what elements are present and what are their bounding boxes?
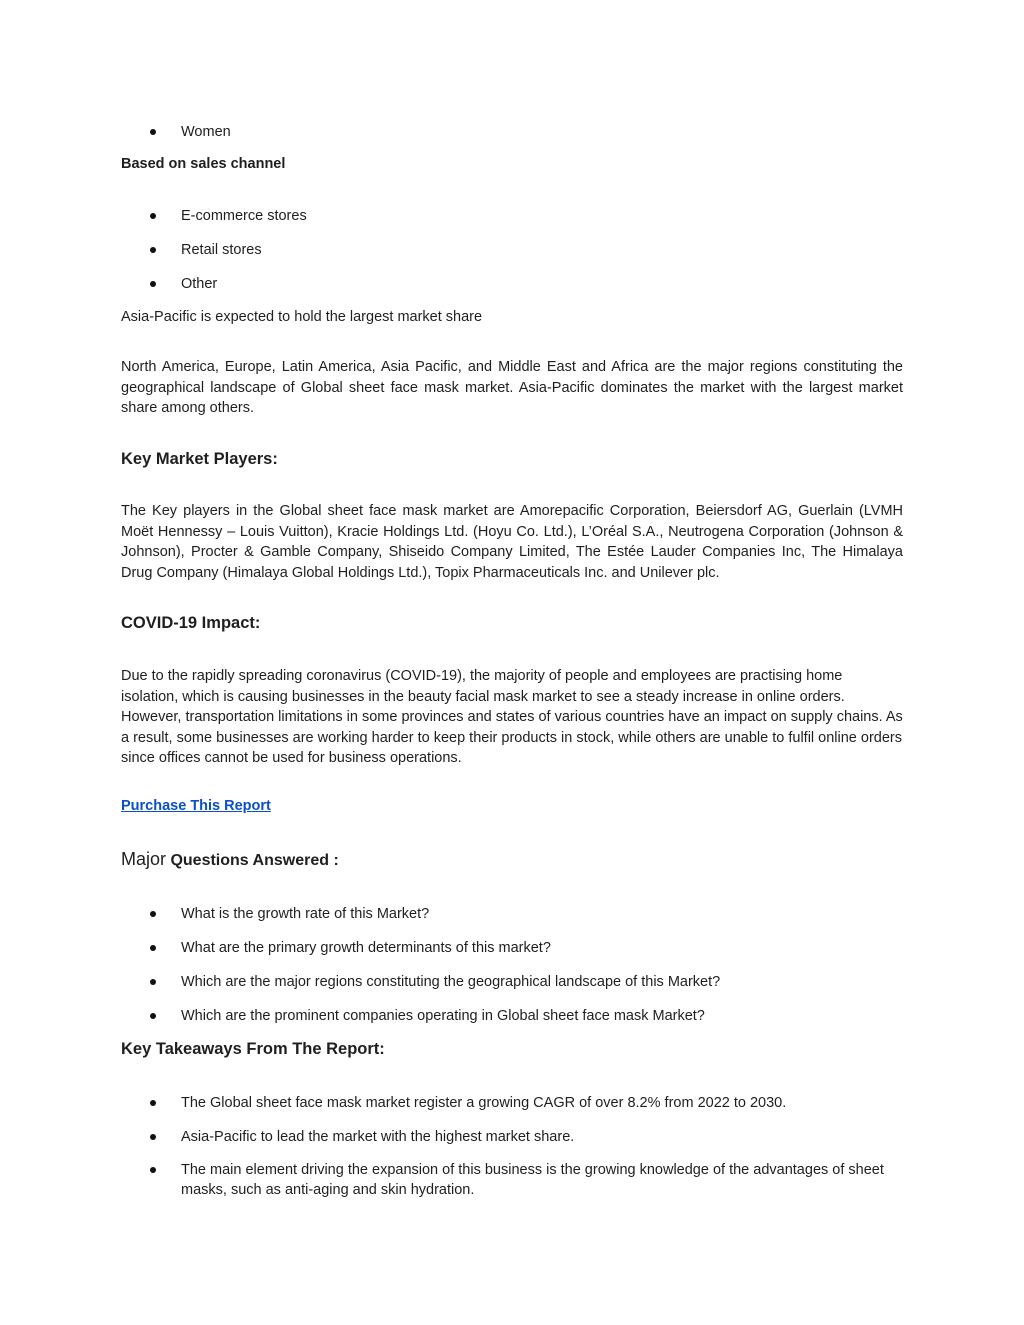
questions-heading [121, 849, 339, 870]
takeaways-heading: Key Takeaways From The Report: [121, 1040, 385, 1058]
bullet-icon [150, 1013, 156, 1019]
region-paragraph: North America, Europe, Latin America, Asia Pacific, and Middle East and Africa are the major regions constituting the geographical landscape of Global sheet face mask market. Asia-Pacific dominates the market with the largest market share among others. [121, 359, 903, 416]
covid-heading: COVID-19 Impact: [121, 614, 261, 632]
list-item-text: What is the growth rate of this Market? [181, 906, 430, 922]
bullet-icon [150, 945, 156, 951]
list-item-text: What are the primary growth determinants of this market? [181, 940, 551, 956]
bullet-icon [150, 1167, 156, 1173]
bullet-icon [150, 281, 156, 287]
list-item-text: Other [181, 276, 218, 292]
list-item-text: E-commerce stores [181, 208, 307, 224]
list-item-text: Retail stores [181, 242, 262, 258]
sales-channel-heading: Based on sales channel [121, 156, 286, 172]
bullet-icon [150, 129, 156, 135]
bullet-icon [150, 1134, 156, 1140]
list-item-text: The Global sheet face mask market register a growing CAGR of over 8.2% from 2022 to 2030. [181, 1095, 787, 1111]
list-item-text: Women [181, 124, 231, 140]
bullet-icon [150, 247, 156, 253]
list-item-text: The main element driving the expansion of this business is the growing knowledge of the advantages of sheet masks, such as anti-aging and skin hydration. [181, 1162, 884, 1198]
bullet-icon [150, 213, 156, 219]
region-lead: Asia-Pacific is expected to hold the largest market share [121, 309, 483, 325]
purchase-report-link[interactable]: Purchase This Report [121, 798, 271, 814]
key-players-heading: Key Market Players: [121, 450, 278, 468]
list-item-text: Which are the major regions constituting the geographical landscape of this Market? [181, 974, 721, 990]
covid-paragraph: Due to the rapidly spreading coronavirus (COVID-19), the majority of people and employees are practising home isolation, which is causing businesses in the beauty facial mask market to see a steady increase in online orders. However, transportation limitations in some provinces and states of various countries have an impact on supply chains. As a result, some businesses are working harder to keep their products in stock, while others are unable to fulfil online orders since offices cannot be used for business operations. [121, 668, 903, 766]
list-item-text: Which are the prominent companies operating in Global sheet face mask Market? [181, 1008, 705, 1024]
key-players-paragraph: The Key players in the Global sheet face mask market are Amorepacific Corporation, Beiersdorf AG, Guerlain (LVMH Moët Hennessy – Louis Vuitton), Kracie Holdings Ltd. (Hoyu Co. Ltd.), L’Oréal S.A., Neutrogena Corporation (Johnson & Johnson), Procter & Gamble Company, Shiseido Company Limited, The Estée Lauder Companies Inc, The Himalaya Drug Company (Himalaya Global Holdings Ltd.), Topix Pharmaceuticals Inc. and Unilever plc. [121, 503, 903, 581]
questions-heading-rest: Questions Answered : [166, 852, 339, 869]
bullet-icon [150, 1100, 156, 1106]
bullet-icon [150, 979, 156, 985]
questions-heading-major: Major [121, 849, 167, 869]
list-item-text: Asia-Pacific to lead the market with the highest market share. [181, 1129, 575, 1145]
bullet-icon [150, 911, 156, 917]
